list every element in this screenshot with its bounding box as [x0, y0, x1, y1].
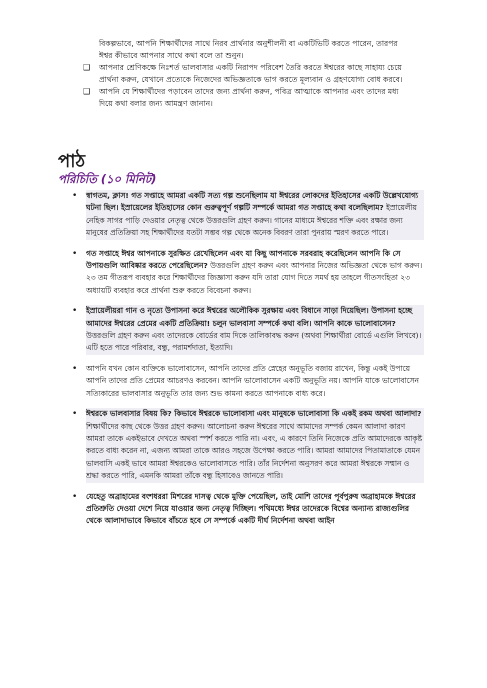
section-subheading: পরিচিতি (১০ মিনিট): [58, 172, 157, 186]
instruction-text: ইস্রায়েলীয় নেহিক সাগর পাড়ি দেওয়ার নেতৃত্ব থেকে উত্তরগুলি গ্রহণ করুন। গানের মাধ্যমে ঈশ্বরের শক্তি এবং রক্ষার জন্য মানুষের প্রতিক্রিয়া সহ শিক্ষার্থীদের যতটা সম্ভব গল্প থেকে অনেক বিবরণ তারা পুনরায় স্মরণ করতে পারে।: [86, 203, 417, 238]
list-item-text: আপনার শ্রেণিকক্ষে নিঃশর্ত ভালবাসার একটি নিরাপদ পরিবেশ তৈরি করতে ঈশ্বরের কাছে সাহায্য চেয়ে প্রার্থনা করুন, যেখানে প্রত্যেকে নিজেদের অভিজ্ঞতাকে ভাগ করতে মূল্যবান ও গ্রহণযোগ্য বোধ করবে।: [99, 63, 403, 84]
section-heading: পাঠ: [58, 151, 86, 172]
lesson-bullet-list: [72, 190, 424, 536]
list-item-text: [86, 248, 424, 298]
bullet-icon: •: [72, 409, 78, 420]
bullet-icon: •: [72, 363, 78, 374]
bullet-icon: •: [72, 306, 78, 317]
square-bullet-icon: ❑: [83, 63, 91, 73]
list-item: [72, 190, 424, 240]
continuation-paragraph: বিকল্পভাবে, আপনি শিক্ষার্থীদের সাথে নিরব প্রার্থনার অনুশীলনী বা একটিভিটি করতে পারেন, তারপর ঈশ্বর কীভাবে আপনার সাথে কথা বলে তা শুনুন।: [99, 39, 398, 60]
instruction-text: আপনি যখন কোন ব্যক্তিকে ভালোবাসেন, আপনি তাদের প্রতি স্নেহের অনুভূতি বজায় রাখেন, কিন্তু একই উপায়ে আপনি তাদের প্রতি প্রেমের আচরণও করবেন। আপনি ভালোবাসেন একটি অনুভূতি নয়। আপনি যাকে ভালোবাসেন সত্যিকারের ভালবাসার অনুভূতি তার জন্য শুভ কামনা করতে আপনাকে বাধ্য করে।: [86, 363, 419, 398]
teacher-script: স্বাগতম, ক্লাস! গত সপ্তাহে আমরা একটি সত্য গল্প শুনেছিলাম যা ঈশ্বরের লোকদের ইতিহাসের একটি উল্লেখযোগ্য ঘটনা ছিল। ইস্রায়েলের ইতিহাসের কোন গুরুত্বপূর্ণ গল্পটি সম্পর্কে আমরা গত সপ্তাহে কথা বলেছিলাম?: [86, 191, 418, 213]
list-item: [83, 86, 413, 109]
bullet-icon: •: [72, 191, 78, 201]
teacher-script: গত সপ্তাহে ঈশ্বর আপনাকে সুরক্ষিত রেখেছিলেন এবং যা কিছু আপনাকে সরবরাহ করেছিলেন আপনি কি সে উপায়গুলি আবিষ্কার করতে পেরেছিলেন?: [86, 248, 401, 271]
instruction-text: উত্তরগুলি গ্রহণ করুন এবং তাদেরকে বোর্ডের বাম দিকে তালিকাবদ্ধ করুন (অথবা শিক্ষার্থীরা বোর্ডে এগুলি লিখবে)। এটি হতে পারে পরিবার, বন্ধু, পরামর্শদাতা, ইত্যাদি।: [86, 331, 422, 353]
list-item-text: আপনি যে শিক্ষার্থীদের পড়াবেন তাদের জন্য প্রার্থনা করুন, পবিত্র আত্মাকে আপনার এবং তাদের মধ্য দিয়ে কথা বলার জন্য আমন্ত্রণ জানান।: [99, 87, 399, 108]
facilitator-notes: [83, 38, 413, 110]
list-item-text: [86, 305, 424, 355]
list-item-text: [86, 363, 424, 400]
list-item: [72, 491, 424, 528]
list-item: [83, 62, 413, 85]
bullet-icon: •: [72, 491, 78, 502]
teacher-script: যেহেতু অব্রাহামের বংশধররা মিশরের দাসত্ব থেকে মুক্তি পেয়েছিল, তাই মোশি তাদের পূর্বপুরুষ অব্রাহামকে ঈশ্বরের প্রতিশ্রুতি দেওয়া দেশে নিয়ে যাওয়ার জন্য নেতৃত্ব দিচ্ছিল। পথিমধ্যে ঈশ্বর তাদেরকে বিশ্বের অন্যান্য রাজ্যগুলির থেকে আলাদাভাবে কিভাবে বাঁচতে হবে সে সম্পর্কে একটি দীর্ঘ নির্দেশনা অথবা আইন: [86, 491, 416, 526]
list-item: [72, 408, 424, 482]
list-item: [72, 363, 424, 400]
list-item: [72, 305, 424, 355]
bullet-icon: •: [72, 248, 78, 259]
teacher-script: ইস্রায়েলীয়রা গান ও নৃত্যে উপাসনা করে ঈশ্বরের অলৌকিক সুরক্ষায় এবং বিধানে সাড়া দিয়েছিল। উপাসনা হচ্ছে আমাদের ঈশ্বরের প্রেমের একটি প্রতিক্রিয়া! চলুন ভালবাসা সম্পর্কে কথা বলি। আপনি কাকে ভালোবাসেন?: [86, 306, 413, 328]
teacher-script: ঈশ্বরকে ভালবাসার বিষয় কি? কিভাবে ঈশ্বরকে ভালোবাসা এবং মানুষকে ভালোবাসা কি একই রকম অথবা আলাদা?: [86, 409, 422, 419]
instruction-text: উত্তরগুলি গ্রহণ করুন এবং আপনার নিজের অভিজ্ঞতা থেকে ভাগ করুন। ২৩ তম গীতরূপ ব্যবহার করে শিক্ষার্থীদের জিজ্ঞাসা করুন যদি তারা যোগ দিতে সমর্থ হয় তাহলে গীতসংহিতা ২৩ অধ্যায়টি ব্যবহার করে প্রার্থনা শুরু করতে বিবেচনা করুন।: [86, 261, 423, 295]
list-item-text: [86, 408, 424, 482]
list-item-text: [86, 491, 424, 528]
instruction-text: শিক্ষার্থীদের কাছ থেকে উত্তর গ্রহণ করুন। আলোচনা করুন ঈশ্বরের সাথে আমাদের সম্পর্ক কেমন আলাদা কারণ আমরা তাকে একইভাবে দেখতে অথবা স্পর্শ করতে পারি না। এবং, এ কারণে তিনি নিজেকে প্রতি আমাদেরকে আকৃষ্ট করতে বাধ্য করেন না, এজন্য আমরা তাকে আরও সহজে উপেক্ষা করতে পারি। আমরা আমাদের পিতামাতাকে যেমন ভালবাসি একই ভাবে আমরা ঈশ্বরকেও ভালোবাসতে পারি। তাঁর নির্দেশনা অনুসরণ করে আমরা ঈশ্বরকে সম্মান ও শ্রদ্ধা করতে পারি, এমনকি আমরা তাঁকে বন্ধু হিসাবেও জানতে পারি।: [86, 421, 423, 481]
square-bullet-icon: ❑: [83, 87, 91, 97]
list-item-text: [86, 190, 424, 240]
list-item: [72, 248, 424, 298]
